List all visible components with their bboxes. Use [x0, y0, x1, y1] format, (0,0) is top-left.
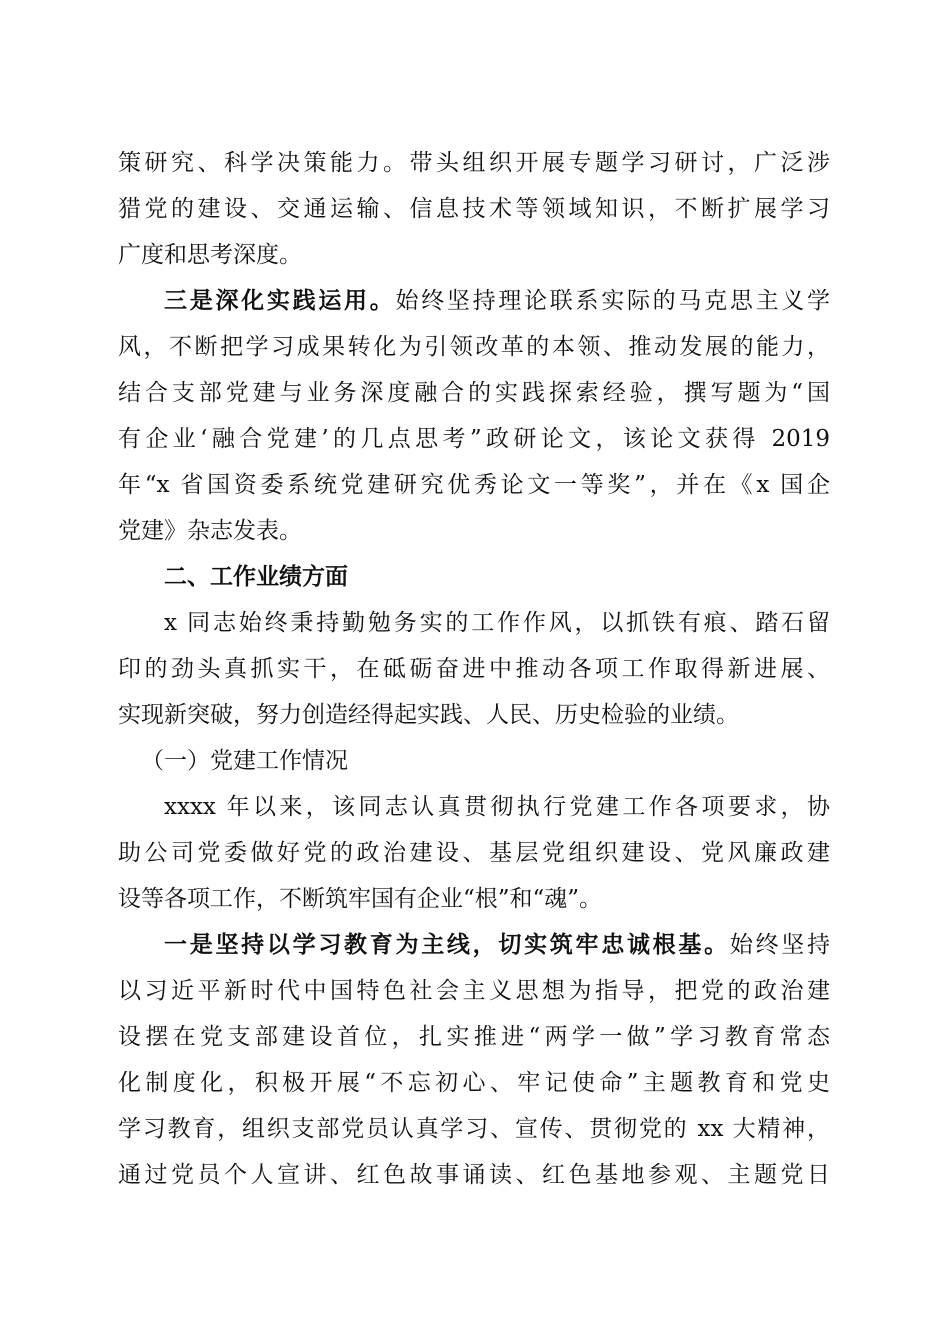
text-line: 设等各项工作，不断筑牢国有企业“根”和“魂”。	[118, 886, 603, 912]
text-line: x 同志始终秉持勤勉务实的工作作风，以抓铁有痕、踏石留	[164, 610, 830, 636]
subsection-heading: （一）党建工作情况	[141, 748, 348, 774]
document-page	[118, 140, 830, 1198]
text-line: 通过党员个人宣讲、红色故事诵读、红色基地参观、主题党日	[118, 1162, 830, 1188]
text-line: 广度和思考深度。	[118, 242, 302, 268]
text-line: 策研究、科学决策能力。带头组织开展专题学习研讨，广泛涉	[118, 150, 830, 176]
section-heading: 二、工作业绩方面	[164, 564, 348, 590]
text-line: 风，不断把学习成果转化为引领改革的本领、推动发展的能力，	[118, 334, 830, 360]
text-line: 结合支部党建与业务深度融合的实践探索经验，撰写题为“国	[118, 380, 830, 406]
text-line: 实现新突破，努力创造经得起实践、人民、历史检验的业绩。	[118, 702, 739, 728]
text-line: 助公司党委做好党的政治建设、基层党组织建设、党风廉政建	[118, 840, 830, 866]
text-line: 学习教育，组织支部党员认真学习、宣传、贯彻党的 xx 大精神，	[118, 1116, 830, 1142]
text-line: 党建》杂志发表。	[118, 518, 302, 544]
text-line: 化制度化，积极开展“不忘初心、牢记使命”主题教育和党史	[118, 1070, 830, 1096]
text-line: 印的劲头真抓实干，在砥砺奋进中推动各项工作取得新进展、	[118, 656, 830, 682]
paragraph-first-line	[118, 922, 830, 968]
text-line: 有企业‘融合党建’的几点思考”政研论文，该论文获得 2019	[118, 426, 830, 452]
paragraph-lead: 一是坚持以学习教育为主线，切实筑牢忠诚根基。	[164, 931, 730, 958]
text-line: 设摆在党支部建设首位，扎实推进“两学一做”学习教育常态	[118, 1024, 830, 1050]
text-line: 以习近平新时代中国特色社会主义思想为指导，把党的政治建	[118, 978, 830, 1004]
paragraph-text: 始终坚持	[729, 932, 831, 958]
paragraph-lead: 三是深化实践运用。	[164, 287, 396, 314]
paragraph-text: 始终坚持理论联系实际的马克思主义学	[395, 288, 831, 314]
text-line: 猎党的建设、交通运输、信息技术等领域知识，不断扩展学习	[118, 196, 830, 222]
paragraph-first-line	[118, 278, 830, 324]
text-line: 年“x 省国资委系统党建研究优秀论文一等奖”，并在《x 国企	[118, 472, 830, 498]
text-line: xxxx 年以来，该同志认真贯彻执行党建工作各项要求，协	[164, 794, 830, 820]
